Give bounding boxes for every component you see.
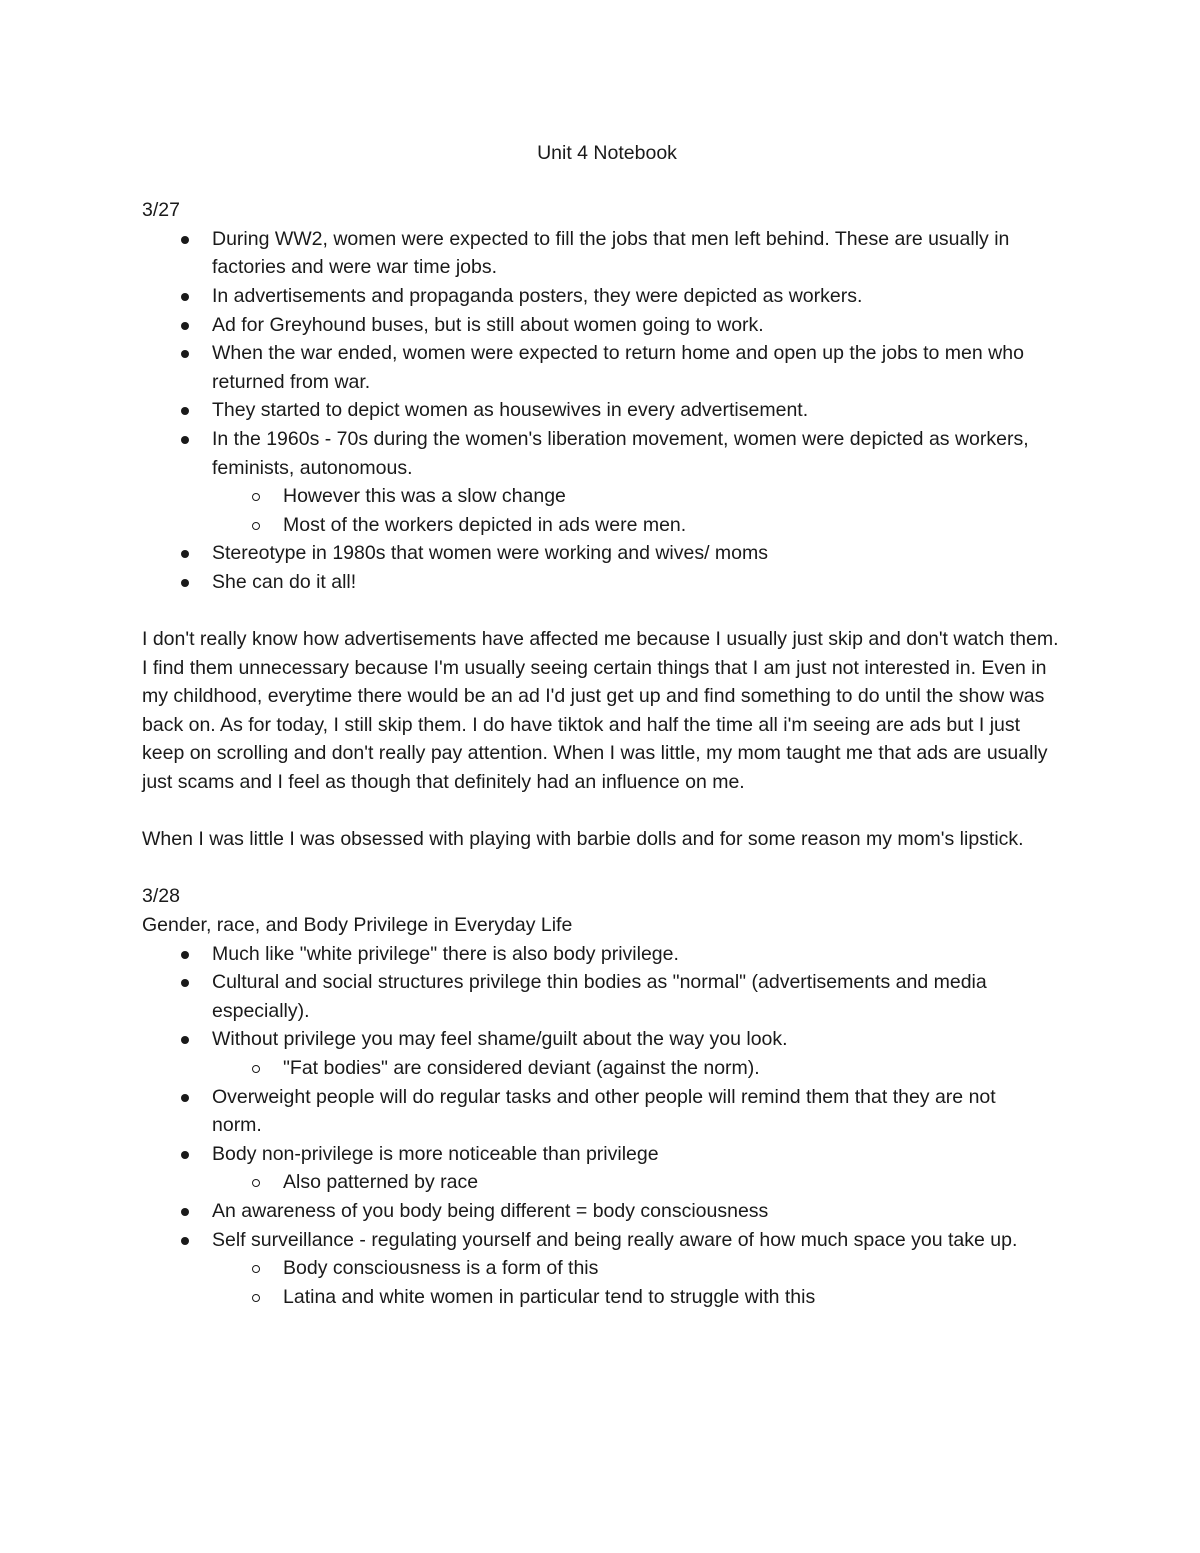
sub-bullet-item bbox=[142, 482, 1072, 511]
section-heading: Gender, race, and Body Privilege in Everyday Life bbox=[142, 914, 573, 937]
sub-bullet-text: Latina and white women in particular tend to struggle with this bbox=[283, 1285, 816, 1308]
entry-date-1: 3/27 bbox=[142, 199, 180, 222]
filled-bullet-icon bbox=[181, 1151, 189, 1159]
filled-bullet-icon bbox=[181, 1208, 189, 1216]
bullet-item bbox=[142, 1197, 1072, 1226]
filled-bullet-icon bbox=[181, 236, 189, 244]
hollow-bullet-icon bbox=[252, 1065, 260, 1073]
hollow-bullet-icon bbox=[252, 493, 260, 501]
bullet-item bbox=[142, 311, 1072, 340]
bullet-item bbox=[142, 940, 1072, 969]
bullet-text: During WW2, women were expected to fill the jobs that men left behind. These are usually in factories and were war time jobs. bbox=[212, 227, 1010, 279]
filled-bullet-icon bbox=[181, 1036, 189, 1044]
sub-bullet-item bbox=[142, 1168, 1072, 1197]
bullet-text: Stereotype in 1980s that women were working and wives/ moms bbox=[212, 542, 769, 565]
bullet-text: Self surveillance - regulating yourself and being really aware of how much space you take up. bbox=[212, 1228, 1018, 1251]
hollow-bullet-icon bbox=[252, 1265, 260, 1273]
filled-bullet-icon bbox=[181, 1237, 189, 1245]
bullet-text: She can do it all! bbox=[212, 570, 357, 593]
blank-line bbox=[142, 168, 1072, 197]
sub-bullet-item bbox=[142, 1054, 1072, 1083]
sub-bullet-text: However this was a slow change bbox=[283, 485, 566, 508]
sub-bullet-text: Also patterned by race bbox=[283, 1171, 479, 1194]
filled-bullet-icon bbox=[181, 1094, 189, 1102]
bullet-item bbox=[142, 1140, 1072, 1169]
hollow-bullet-icon bbox=[252, 1179, 260, 1187]
bullet-text: Ad for Greyhound buses, but is still about women going to work. bbox=[212, 313, 764, 336]
sub-bullet-item bbox=[142, 1283, 1072, 1312]
bullet-item bbox=[142, 968, 1072, 1025]
bullet-text: Overweight people will do regular tasks and other people will remind them that they are not norm. bbox=[212, 1085, 996, 1137]
blank-line bbox=[142, 797, 1072, 826]
blank-line bbox=[142, 854, 1072, 883]
bullet-text: Cultural and social structures privilege thin bodies as "normal" (advertisements and media especially). bbox=[212, 971, 987, 1022]
sub-bullet-item bbox=[142, 1254, 1072, 1283]
bullet-text: An awareness of you body being different = body consciousness bbox=[212, 1199, 769, 1222]
bullet-text: They started to depict women as housewives in every advertisement. bbox=[212, 399, 809, 422]
document-title: Unit 4 Notebook bbox=[537, 142, 677, 164]
bullet-text: Much like "white privilege" there is also body privilege. bbox=[212, 942, 679, 965]
filled-bullet-icon bbox=[181, 550, 189, 558]
bullet-text: Without privilege you may feel shame/guilt about the way you look. bbox=[212, 1028, 788, 1051]
bullet-item bbox=[142, 225, 1072, 282]
sub-bullet-item bbox=[142, 511, 1072, 540]
sub-bullet-text: "Fat bodies" are considered deviant (against the norm). bbox=[283, 1057, 760, 1079]
bullet-text: In advertisements and propaganda posters, they were depicted as workers. bbox=[212, 284, 863, 307]
bullet-text: When the war ended, women were expected to return home and open up the jobs to men who returned from war. bbox=[212, 342, 1024, 393]
bullet-text: In the 1960s - 70s during the women's liberation movement, women were depicted as workers, feminists, autonomous. bbox=[212, 427, 1029, 479]
filled-bullet-icon bbox=[181, 579, 189, 587]
hollow-bullet-icon bbox=[252, 1294, 260, 1302]
filled-bullet-icon bbox=[181, 350, 189, 358]
bullet-item bbox=[142, 568, 1072, 597]
bullet-item bbox=[142, 339, 1072, 396]
bullet-item bbox=[142, 1226, 1072, 1255]
bullet-item bbox=[142, 1083, 1072, 1140]
filled-bullet-icon bbox=[181, 979, 189, 987]
reflection-paragraph-2: When I was little I was obsessed with playing with barbie dolls and for some reason my mom's lipstick. bbox=[142, 828, 1024, 851]
sub-bullet-text: Most of the workers depicted in ads were men. bbox=[283, 513, 687, 536]
filled-bullet-icon bbox=[181, 407, 189, 415]
notes-list-2 bbox=[142, 940, 1072, 1312]
bullet-text: Body non-privilege is more noticeable than privilege bbox=[212, 1142, 659, 1165]
filled-bullet-icon bbox=[181, 322, 189, 330]
hollow-bullet-icon bbox=[252, 522, 260, 530]
bullet-item bbox=[142, 539, 1072, 568]
bullet-item bbox=[142, 396, 1072, 425]
notes-list-1 bbox=[142, 225, 1072, 597]
bullet-item bbox=[142, 425, 1072, 482]
filled-bullet-icon bbox=[181, 951, 189, 959]
bullet-item bbox=[142, 1025, 1072, 1054]
document-page bbox=[142, 139, 1072, 1311]
blank-line bbox=[142, 597, 1072, 626]
filled-bullet-icon bbox=[181, 293, 189, 301]
filled-bullet-icon bbox=[181, 436, 189, 444]
reflection-paragraph-1: I don't really know how advertisements have affected me because I usually just skip and don't watch them. I find them unnecessary because I'm usually seeing certain things that I am just not interested in. Even in my childhood, everytime there would be an ad I'd just get up and find something to do until the show was back on. As for today, I still skip them. I do have tiktok and half the time all i'm seeing are ads but I just keep on scrolling and don't really pay attention. When I was little, my mom taught me that ads are usually just scams and I feel as though that definitely had an influence on me. bbox=[142, 628, 1059, 794]
sub-bullet-text: Body consciousness is a form of this bbox=[283, 1257, 599, 1280]
entry-date-2: 3/28 bbox=[142, 885, 180, 908]
bullet-item bbox=[142, 282, 1072, 311]
